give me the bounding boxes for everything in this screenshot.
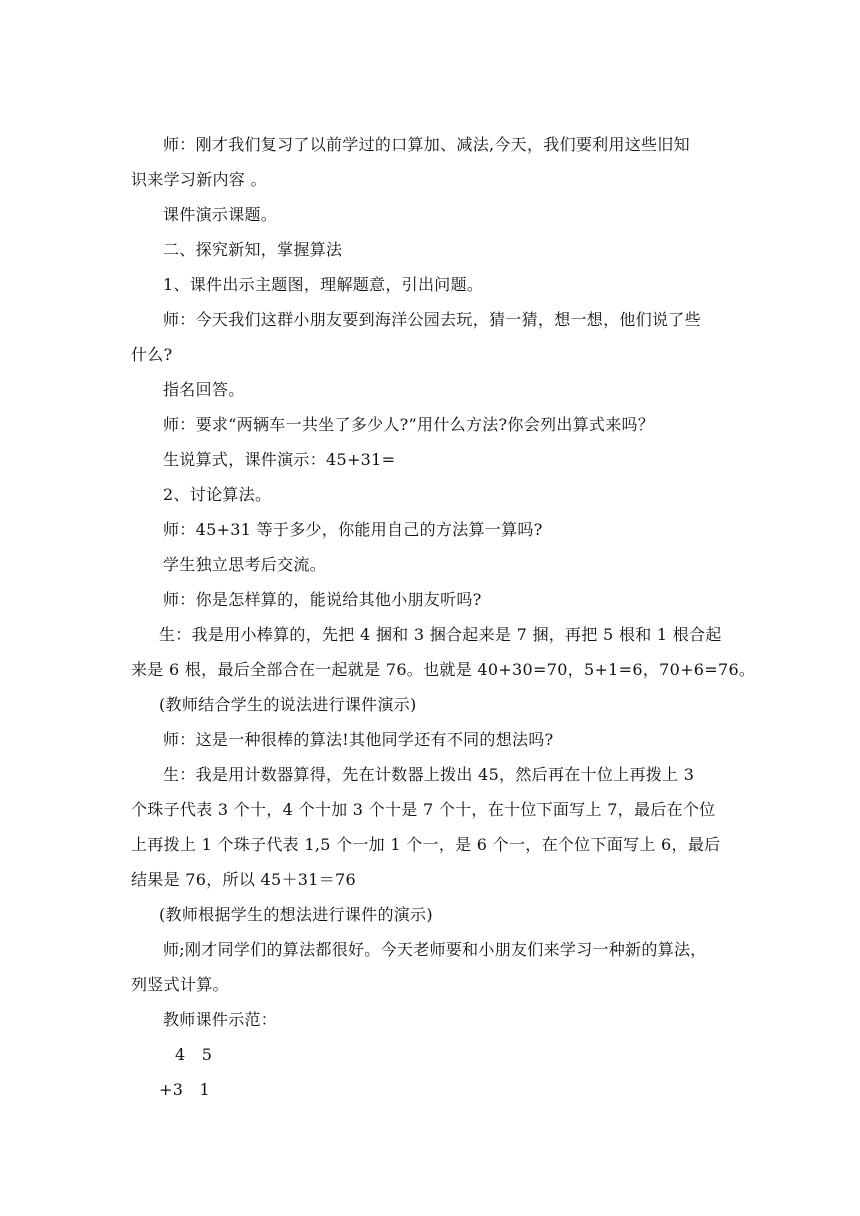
text-line: 师：要求“两辆车一共坐了多少人?”用什么方法?你会列出算式来吗？ [163, 415, 655, 434]
vertical-calc-line: +3 1 [159, 1080, 210, 1099]
text-line: 结果是 76，所以 45＋31＝76 [131, 870, 357, 889]
text-line: 师：你是怎样算的，能说给其他小朋友听吗? [163, 590, 482, 609]
section-heading: 二、探究新知，掌握算法 [163, 240, 343, 259]
text-line: (教师结合学生的说法进行课件演示) [159, 695, 417, 714]
text-line: 1、课件出示主题图，理解题意，引出问题。 [163, 275, 484, 294]
text-line: 生说算式，课件演示：45+31= [163, 450, 396, 469]
text-line: 生：我是用计数器算得，先在计数器上拨出 45，然后再在十位上再拨上 3 [163, 765, 695, 784]
text-line: 师：这是一种很棒的算法!其他同学还有不同的想法吗? [163, 730, 554, 749]
text-line: 师;刚才同学们的算法都很好。今天老师要和小朋友们来学习一种新的算法， [163, 940, 707, 959]
text-line: 教师课件示范： [163, 1010, 278, 1029]
text-line: 学生独立思考后交流。 [163, 555, 327, 574]
text-line: 生：我是用小棒算的，先把 4 捆和 3 捆合起来是 7 捆，再把 5 根和 1 根合起 [159, 625, 722, 644]
text-line: 识来学习新内容 。 [131, 170, 267, 189]
text-line: 指名回答。 [163, 380, 245, 399]
text-line: 课件演示课题。 [163, 205, 278, 224]
text-line: 什么? [131, 345, 173, 364]
text-line: 列竖式计算。 [131, 975, 229, 994]
text-line: 个珠子代表 3 个十，4 个十加 3 个十是 7 个十，在十位下面写上 7，最后在个位 [131, 800, 716, 819]
text-line: 2、讨论算法。 [163, 485, 272, 504]
text-line: 来是 6 根，最后全部合在一起就是 76。也就是 40+30=70，5+1=6，70+6=76。 [131, 660, 756, 679]
text-line: 师：45+31 等于多少，你能用自己的方法算一算吗? [163, 520, 543, 539]
text-line: (教师根据学生的想法进行课件的演示) [159, 905, 433, 924]
text-line: 师：今天我们这群小朋友要到海洋公园去玩，猜一猜，想一想，他们说了些 [163, 310, 701, 329]
vertical-calc-line: 4 5 [175, 1045, 213, 1064]
text-line: 上再拨上 1 个珠子代表 1,5 个一加 1 个一，是 6 个一，在个位下面写上 6，最后 [131, 835, 721, 854]
text-line: 师：刚才我们复习了以前学过的口算加、减法,今天，我们要利用这些旧知 [163, 135, 690, 154]
